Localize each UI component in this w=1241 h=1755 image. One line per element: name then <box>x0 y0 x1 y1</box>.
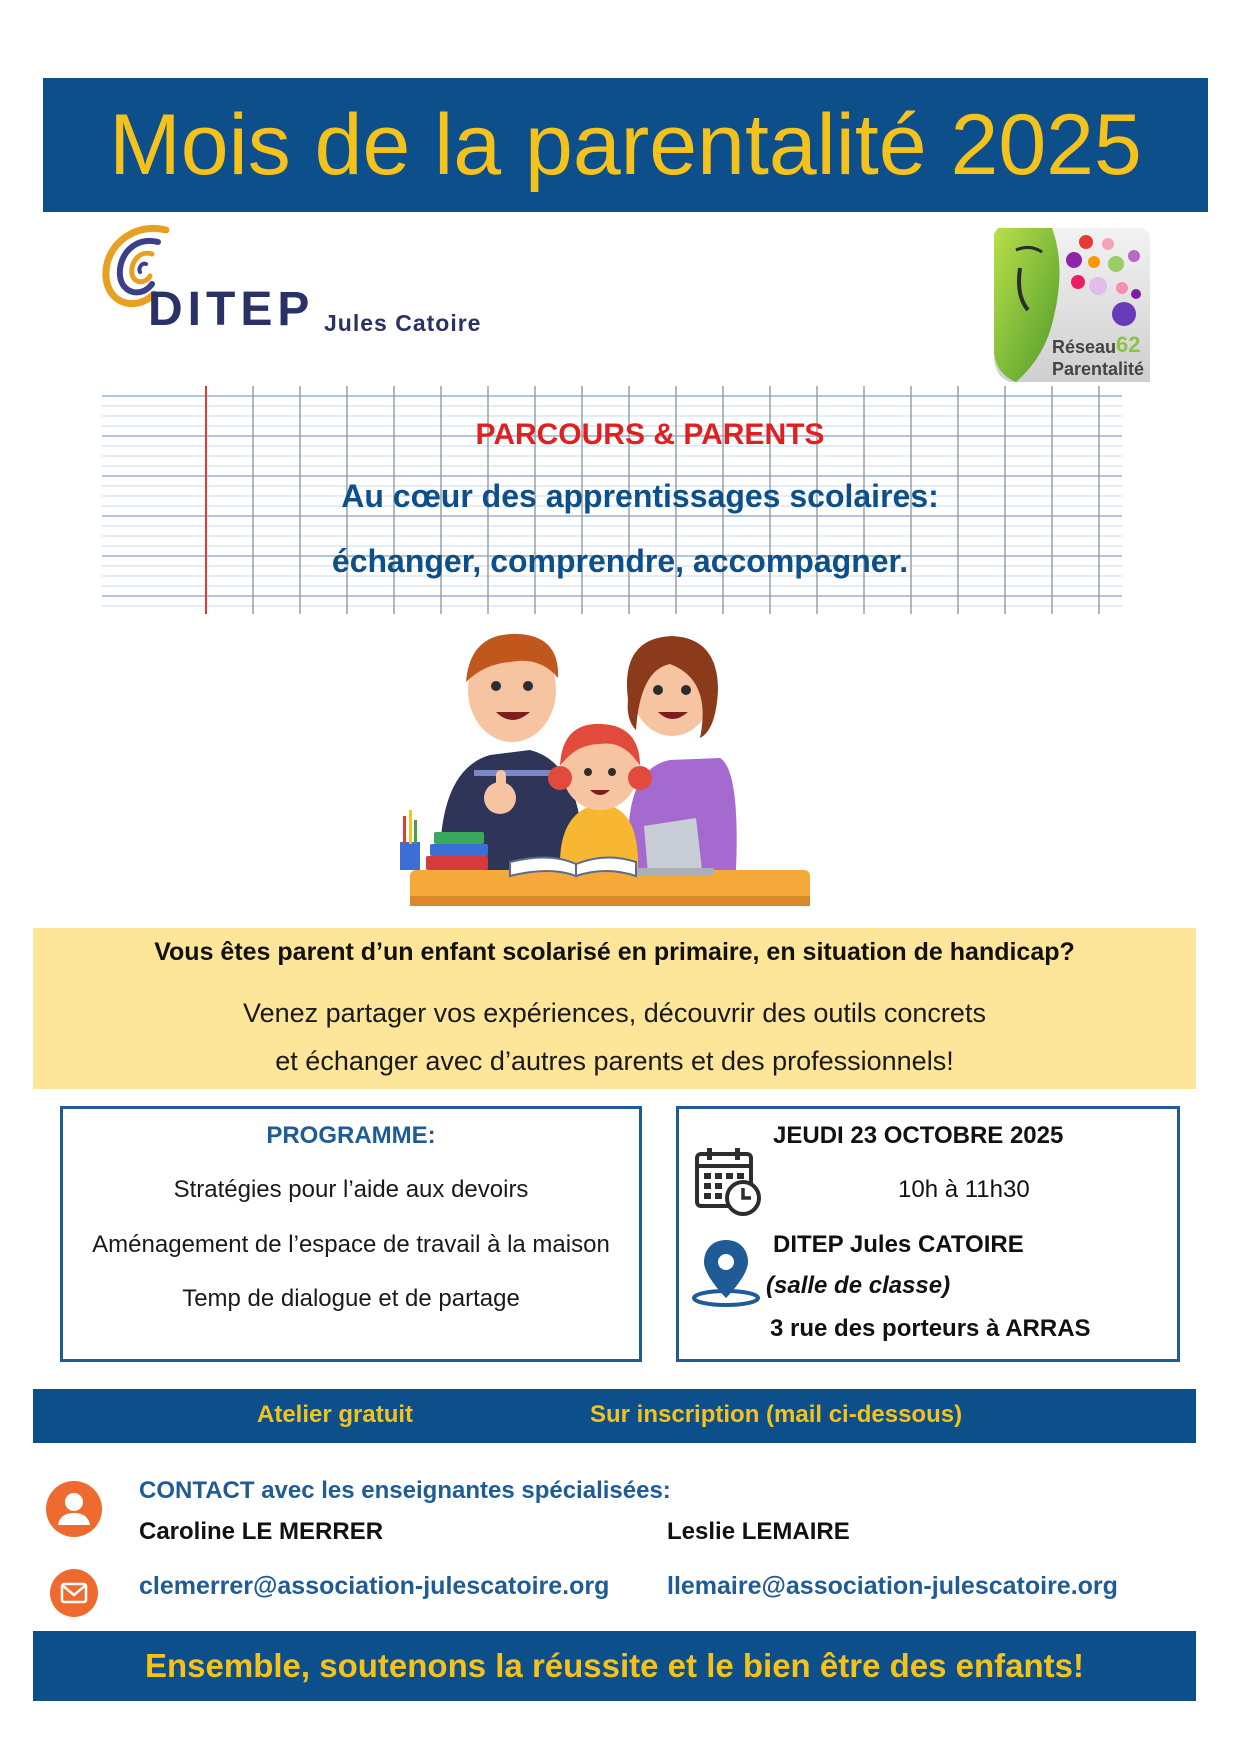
calendar-clock-icon <box>693 1146 765 1218</box>
mail-icon <box>50 1569 98 1617</box>
intro-question: Vous êtes parent d’un enfant scolarisé en primaire, en situation de handicap? <box>154 938 1075 966</box>
free-workshop-label: Atelier gratuit <box>257 1401 414 1428</box>
programme-item: Temp de dialogue et de partage <box>182 1285 520 1312</box>
intro-line2: et échanger avec d’autres parents et des professionnels! <box>275 1046 954 1076</box>
reseau-logo-number: 62 <box>1116 332 1141 357</box>
footer-slogan: Ensemble, soutenons la réussite et le bien être des enfants! <box>145 1647 1084 1684</box>
contact-name: Leslie LEMAIRE <box>667 1518 850 1545</box>
contact-email-link[interactable]: clemerrer@association-julescatoire.org <box>139 1572 610 1600</box>
event-place: DITEP Jules CATOIRE <box>773 1231 1024 1258</box>
notebook-subtitle-line2: échanger, comprendre, accompagner. <box>331 543 909 579</box>
ditep-logo-name: DITEP <box>148 283 315 336</box>
event-room: (salle de classe) <box>766 1272 951 1299</box>
contact-heading: CONTACT avec les enseignantes spécialisées: <box>139 1477 671 1504</box>
programme-title: PROGRAMME: <box>266 1122 436 1149</box>
page-title: Mois de la parentalité 2025 <box>109 97 1142 193</box>
title-banner <box>43 78 1208 212</box>
event-time: 10h à 11h30 <box>898 1176 1030 1203</box>
contact-name: Caroline LE MERRER <box>139 1518 384 1545</box>
event-address: 3 rue des porteurs à ARRAS <box>770 1315 1091 1342</box>
notebook-subtitle-line1: Au cœur des apprentissages scolaires: <box>341 478 939 514</box>
programme-item: Aménagement de l’espace de travail à la maison <box>92 1231 610 1258</box>
family-homework-illustration <box>400 620 820 920</box>
signup-label: Sur inscription (mail ci-dessous) <box>590 1401 963 1428</box>
contact-email-link[interactable]: llemaire@association-julescatoire.org <box>667 1572 1118 1600</box>
person-icon <box>46 1481 102 1537</box>
ditep-logo-subtitle: Jules Catoire <box>324 310 482 336</box>
reseau-logo-line1: Réseau <box>1052 337 1117 357</box>
reseau-logo-line2: Parentalité <box>1052 359 1145 379</box>
location-pin-icon <box>690 1236 762 1308</box>
notebook-title: PARCOURS & PARENTS <box>475 418 825 451</box>
event-date: JEUDI 23 OCTOBRE 2025 <box>773 1122 1064 1149</box>
programme-item: Stratégies pour l’aide aux devoirs <box>173 1176 529 1203</box>
intro-line1: Venez partager vos expériences, découvrir des outils concrets <box>243 998 986 1028</box>
